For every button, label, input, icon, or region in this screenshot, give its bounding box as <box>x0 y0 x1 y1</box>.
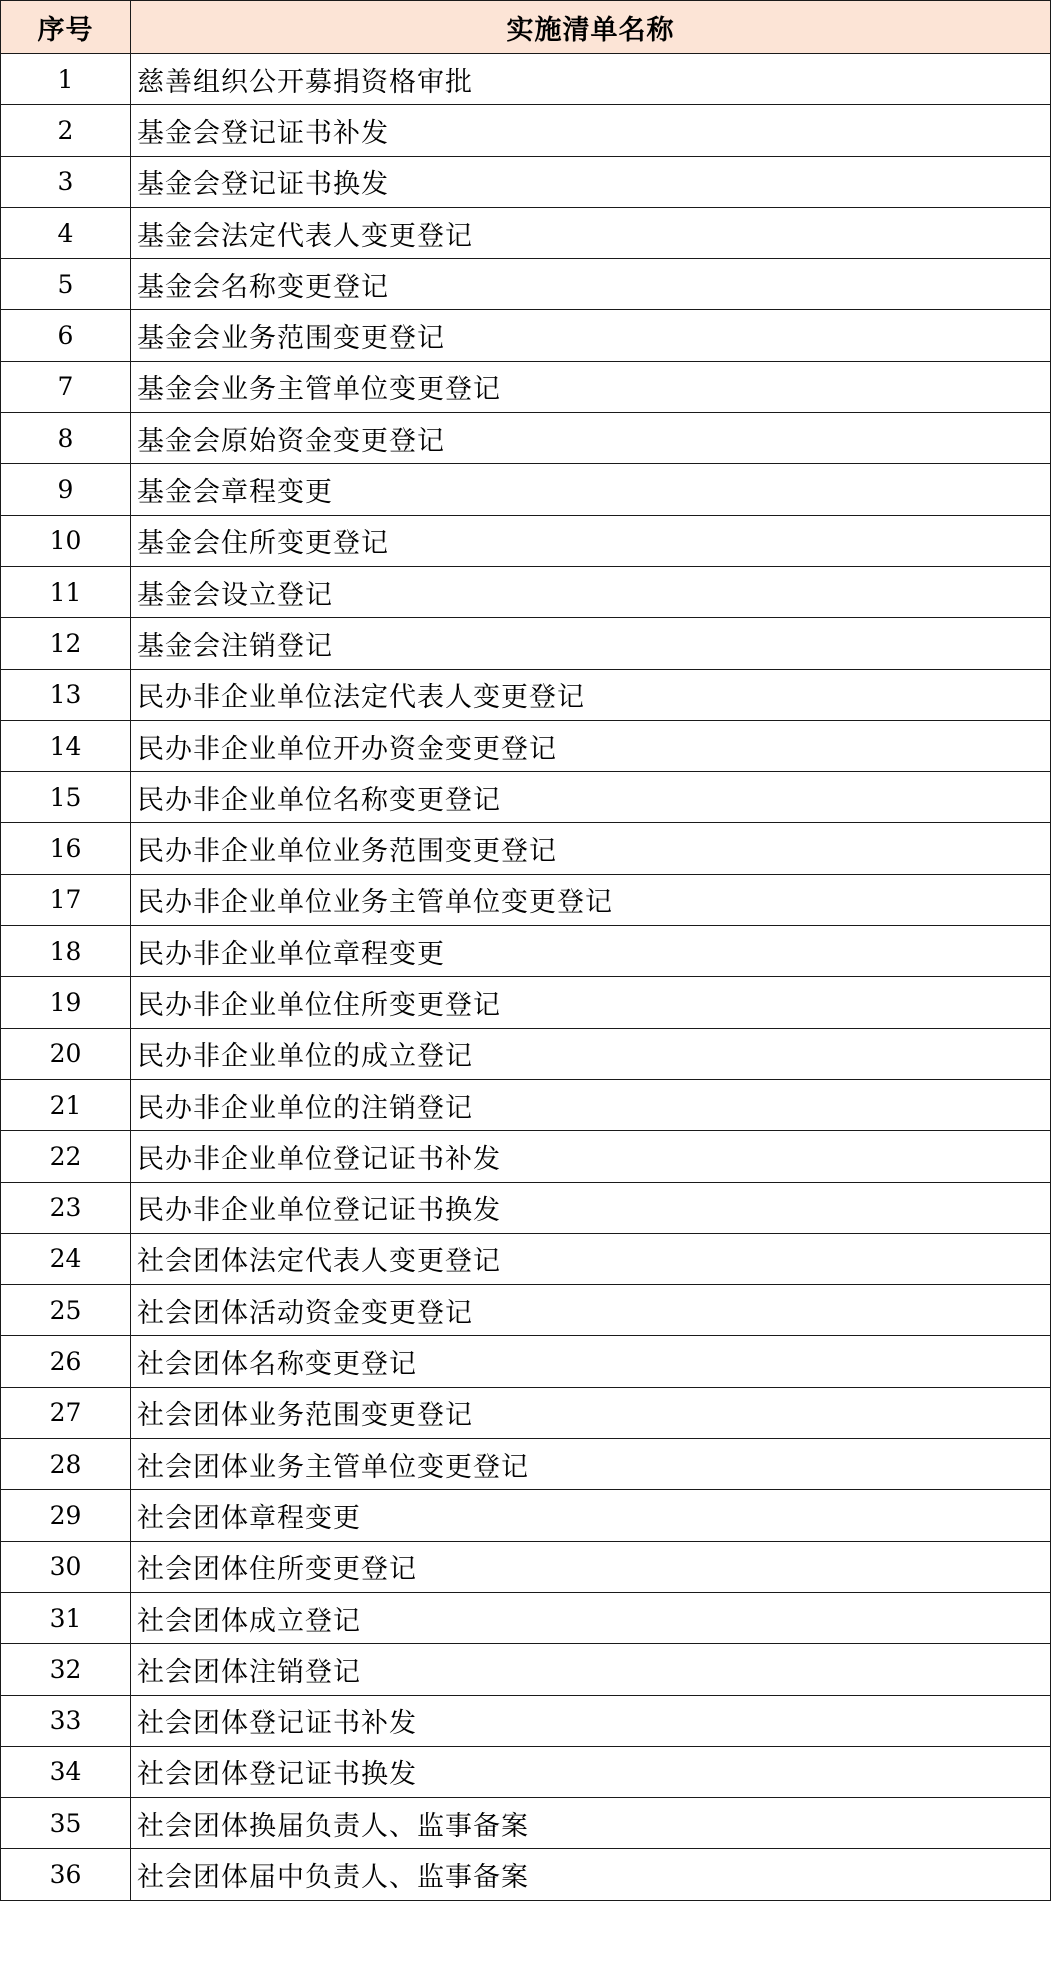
row-serial-number: 24 <box>1 1233 131 1284</box>
row-list-name: 基金会设立登记 <box>131 566 1051 617</box>
row-list-name: 社会团体法定代表人变更登记 <box>131 1233 1051 1284</box>
row-list-name: 社会团体届中负责人、监事备案 <box>131 1849 1051 1900</box>
row-serial-number: 12 <box>1 618 131 669</box>
row-serial-number: 33 <box>1 1695 131 1746</box>
header-serial-number: 序号 <box>1 1 131 54</box>
row-list-name: 民办非企业单位的注销登记 <box>131 1079 1051 1130</box>
table-row <box>1 926 1051 977</box>
row-list-name: 社会团体活动资金变更登记 <box>131 1285 1051 1336</box>
row-list-name: 民办非企业单位名称变更登记 <box>131 772 1051 823</box>
row-list-name: 社会团体住所变更登记 <box>131 1541 1051 1592</box>
row-list-name: 社会团体业务主管单位变更登记 <box>131 1439 1051 1490</box>
row-serial-number: 6 <box>1 310 131 361</box>
row-serial-number: 17 <box>1 874 131 925</box>
row-list-name: 社会团体注销登记 <box>131 1644 1051 1695</box>
row-list-name: 民办非企业单位业务主管单位变更登记 <box>131 874 1051 925</box>
row-serial-number: 30 <box>1 1541 131 1592</box>
row-list-name: 社会团体章程变更 <box>131 1490 1051 1541</box>
row-serial-number: 34 <box>1 1746 131 1797</box>
table-row <box>1 977 1051 1028</box>
row-serial-number: 4 <box>1 207 131 258</box>
row-serial-number: 32 <box>1 1644 131 1695</box>
row-list-name: 基金会业务主管单位变更登记 <box>131 361 1051 412</box>
table-row <box>1 1849 1051 1900</box>
row-list-name: 民办非企业单位登记证书换发 <box>131 1182 1051 1233</box>
row-serial-number: 5 <box>1 259 131 310</box>
table-row <box>1 464 1051 515</box>
row-serial-number: 28 <box>1 1439 131 1490</box>
row-serial-number: 22 <box>1 1131 131 1182</box>
table-row <box>1 618 1051 669</box>
row-list-name: 基金会法定代表人变更登记 <box>131 207 1051 258</box>
table-row <box>1 1439 1051 1490</box>
row-list-name: 社会团体名称变更登记 <box>131 1336 1051 1387</box>
row-list-name: 基金会登记证书补发 <box>131 105 1051 156</box>
row-list-name: 基金会登记证书换发 <box>131 156 1051 207</box>
table-row <box>1 1592 1051 1643</box>
row-list-name: 民办非企业单位住所变更登记 <box>131 977 1051 1028</box>
table-row <box>1 259 1051 310</box>
table-row <box>1 874 1051 925</box>
row-serial-number: 25 <box>1 1285 131 1336</box>
table-row <box>1 156 1051 207</box>
row-list-name: 社会团体登记证书换发 <box>131 1746 1051 1797</box>
row-serial-number: 18 <box>1 926 131 977</box>
row-serial-number: 36 <box>1 1849 131 1900</box>
header-row <box>1 1 1051 54</box>
row-serial-number: 8 <box>1 413 131 464</box>
table-header <box>1 1 1051 54</box>
row-serial-number: 9 <box>1 464 131 515</box>
table-row <box>1 566 1051 617</box>
table-row <box>1 823 1051 874</box>
table-row <box>1 1285 1051 1336</box>
row-list-name: 民办非企业单位的成立登记 <box>131 1028 1051 1079</box>
row-serial-number: 23 <box>1 1182 131 1233</box>
table-row <box>1 669 1051 720</box>
table-row <box>1 1695 1051 1746</box>
row-serial-number: 35 <box>1 1798 131 1849</box>
table-row <box>1 1798 1051 1849</box>
row-serial-number: 31 <box>1 1592 131 1643</box>
table-row <box>1 54 1051 105</box>
table-body <box>1 54 1051 1901</box>
row-serial-number: 16 <box>1 823 131 874</box>
row-list-name: 慈善组织公开募捐资格审批 <box>131 54 1051 105</box>
table-row <box>1 772 1051 823</box>
table-row <box>1 1079 1051 1130</box>
row-serial-number: 2 <box>1 105 131 156</box>
row-list-name: 民办非企业单位登记证书补发 <box>131 1131 1051 1182</box>
table-row <box>1 1028 1051 1079</box>
row-serial-number: 1 <box>1 54 131 105</box>
table-row <box>1 1182 1051 1233</box>
row-serial-number: 20 <box>1 1028 131 1079</box>
row-list-name: 基金会名称变更登记 <box>131 259 1051 310</box>
row-list-name: 基金会业务范围变更登记 <box>131 310 1051 361</box>
row-list-name: 基金会章程变更 <box>131 464 1051 515</box>
row-serial-number: 11 <box>1 566 131 617</box>
table-row <box>1 105 1051 156</box>
row-serial-number: 3 <box>1 156 131 207</box>
table-row <box>1 1490 1051 1541</box>
table-row <box>1 515 1051 566</box>
row-list-name: 基金会住所变更登记 <box>131 515 1051 566</box>
header-list-name: 实施清单名称 <box>131 1 1051 54</box>
table-row <box>1 1233 1051 1284</box>
table-row <box>1 720 1051 771</box>
table-row <box>1 413 1051 464</box>
table-row <box>1 1746 1051 1797</box>
row-list-name: 民办非企业单位法定代表人变更登记 <box>131 669 1051 720</box>
row-list-name: 社会团体换届负责人、监事备案 <box>131 1798 1051 1849</box>
row-list-name: 民办非企业单位业务范围变更登记 <box>131 823 1051 874</box>
row-serial-number: 10 <box>1 515 131 566</box>
table-row <box>1 1541 1051 1592</box>
table-row <box>1 1336 1051 1387</box>
row-serial-number: 15 <box>1 772 131 823</box>
row-serial-number: 14 <box>1 720 131 771</box>
table-row <box>1 207 1051 258</box>
row-list-name: 社会团体成立登记 <box>131 1592 1051 1643</box>
table-row <box>1 310 1051 361</box>
row-serial-number: 27 <box>1 1387 131 1438</box>
row-list-name: 基金会注销登记 <box>131 618 1051 669</box>
row-list-name: 民办非企业单位开办资金变更登记 <box>131 720 1051 771</box>
row-list-name: 社会团体登记证书补发 <box>131 1695 1051 1746</box>
table-row <box>1 1387 1051 1438</box>
row-serial-number: 21 <box>1 1079 131 1130</box>
table-row <box>1 1644 1051 1695</box>
row-serial-number: 29 <box>1 1490 131 1541</box>
row-serial-number: 13 <box>1 669 131 720</box>
row-list-name: 基金会原始资金变更登记 <box>131 413 1051 464</box>
row-list-name: 民办非企业单位章程变更 <box>131 926 1051 977</box>
table-row <box>1 1131 1051 1182</box>
row-serial-number: 7 <box>1 361 131 412</box>
row-serial-number: 19 <box>1 977 131 1028</box>
row-serial-number: 26 <box>1 1336 131 1387</box>
row-list-name: 社会团体业务范围变更登记 <box>131 1387 1051 1438</box>
table-row <box>1 361 1051 412</box>
